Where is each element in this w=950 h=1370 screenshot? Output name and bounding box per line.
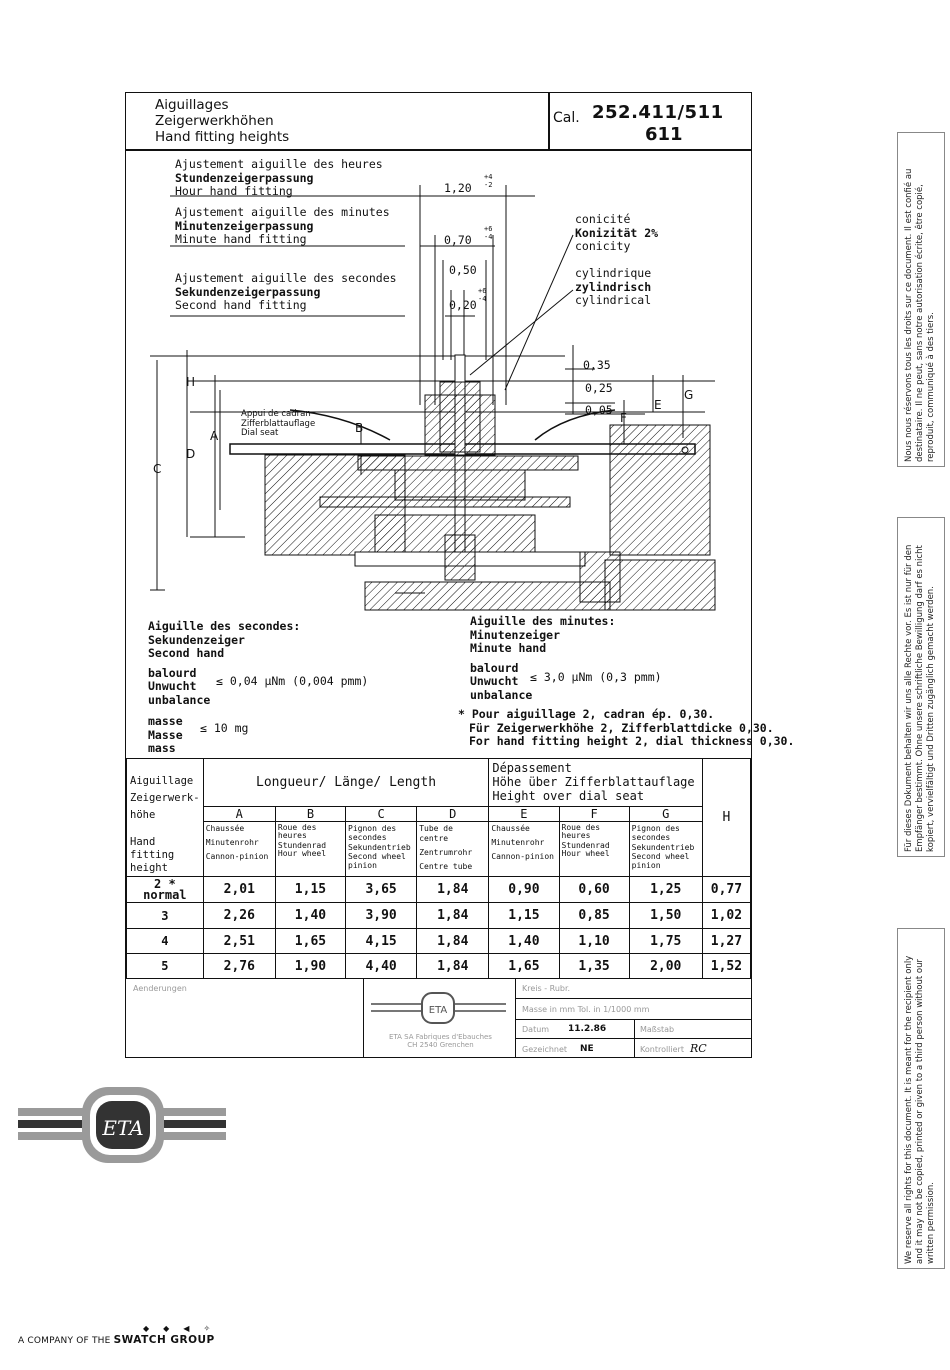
titleblock-divider	[363, 979, 364, 1057]
legal-note-de: Für dieses Dokument behalten wir uns alle Rechte vor. Es ist nur für den Empfänger bestimmt. Ohne unsere schriftliche Bewilligung darf es nicht kopiert, vervielfältigt und Dritten zugänglich gemacht werden.	[897, 517, 945, 857]
dim-second: 0,20	[449, 298, 477, 312]
table-row: 5 2,76 1,90 4,40 1,84 1,65 1,35 2,00 1,52	[127, 954, 751, 979]
drawing-title	[155, 97, 289, 145]
gezeichnet-value: NE	[580, 1044, 594, 1054]
col-d: D Tube de centre Zentrumrohr Centre tube	[417, 807, 489, 877]
col-g: G Pignon des secondes Sekundentrieb Second wheel pinion	[629, 807, 702, 877]
title-fr: Aiguillages	[155, 97, 229, 113]
col-a: A Chaussée Minutenrohr Cannon-pinion	[203, 807, 275, 877]
units-label: Masse in mm Tol. in 1/1000 mm	[522, 1005, 650, 1014]
table-corner: Aiguillage Zeigerwerk- höhe Hand fitting height	[127, 759, 204, 877]
header-separator	[548, 93, 550, 149]
dim-035: 0,35	[583, 358, 611, 372]
cylindrical-label: cylindrique zylindrisch cylindrical	[575, 266, 652, 307]
hour-fitting-label: Ajustement aiguille des heures Stundenzeigerpassung Hour hand fitting	[175, 157, 383, 198]
title-en: Hand fitting heights	[155, 129, 290, 145]
overhang-header: Dépassement Höhe über Zifferblattauflage Height over dial seat	[489, 759, 702, 807]
footer-brand: SWATCH GROUP	[113, 1334, 215, 1346]
minute-balance-value: ≤ 3,0 µNm (0,3 pmm)	[530, 670, 662, 684]
letter-g: G	[684, 388, 694, 402]
table-row: 2 * normal 2,01 1,15 3,65 1,84 0,90 0,60 1,25 0,77	[127, 877, 751, 903]
col-f: F Roue des heures Stundenrad Hour wheel	[559, 807, 629, 877]
minute-hand-spec: Aiguille des minutes: Minutenzeiger Minute hand balourd Unwucht unbalance	[470, 614, 616, 702]
dim-hour-tol: +4 -2	[484, 173, 493, 189]
letter-e: E	[654, 398, 662, 412]
dim-second-tol: +6 -4	[478, 287, 487, 303]
dim-050: 0,50	[449, 263, 477, 277]
cal-number-2: 611	[645, 124, 683, 145]
letter-f: F	[620, 411, 627, 425]
table-row: 3 2,26 1,40 3,90 1,84 1,15 0,85 1,50 1,02	[127, 903, 751, 929]
titleblock-logo	[366, 990, 511, 1020]
title-de: Zeigerwerkhöhen	[155, 113, 274, 129]
second-fitting-label: Ajustement aiguille des secondes Sekundenzeigerpassung Second hand fitting	[175, 271, 397, 312]
length-header: Longueur/ Länge/ Length	[203, 759, 489, 807]
second-hand-spec: Aiguille des secondes: Sekundenzeiger Second hand balourd Unwucht unbalance masse Masse mass	[148, 619, 301, 755]
minute-fitting-label: Ajustement aiguille des minutes Minutenzeigerpassung Minute hand fitting	[175, 205, 390, 246]
footer-company	[18, 1334, 215, 1346]
letter-a: A	[210, 429, 219, 443]
dial-seat-label: Appui de cadran Zifferblattauflage Dial seat	[241, 409, 316, 438]
massstab-label: Maßstab	[640, 1025, 675, 1034]
kreis-label: Kreis - Rubr.	[522, 984, 571, 993]
titleblock-divider-2	[515, 979, 516, 1057]
letter-c: C	[153, 462, 162, 476]
conicity-label: conicité Konizität 2% conicity	[575, 212, 659, 253]
mass-value: ≤ 10 mg	[200, 721, 249, 735]
dim-005: 0,05	[585, 403, 613, 417]
letter-h: H	[186, 375, 196, 389]
cal-label: Cal.	[553, 110, 580, 126]
col-c: C Pignon des secondes Sekundentrieb Second wheel pinion	[346, 807, 417, 877]
dim-minute: 0,70	[444, 233, 472, 247]
col-b: B Roue des heures Stundenrad Hour wheel	[275, 807, 345, 877]
second-balance-value: ≤ 0,04 µNm (0,004 pmm)	[216, 674, 369, 688]
datum-label: Datum	[522, 1025, 550, 1034]
kontrolliert-label: Kontrolliert	[640, 1045, 684, 1054]
footer-prefix: A COMPANY OF THE	[18, 1336, 111, 1346]
letter-d: D	[186, 447, 196, 461]
dim-minute-tol: +6 -4	[484, 225, 493, 241]
changes-label: Aenderungen	[133, 984, 187, 993]
svg-text:ETA: ETA	[428, 1005, 448, 1016]
gezeichnet-label: Gezeichnet	[522, 1045, 568, 1054]
col-h: H	[702, 759, 750, 877]
cross-section-drawing	[125, 150, 752, 615]
dim-hour: 1,20	[444, 181, 472, 195]
kontrolliert-signature: RC	[690, 1042, 707, 1055]
logo-text: ETA	[102, 1116, 144, 1140]
col-e: E Chaussée Minutenrohr Cannon-pinion	[489, 807, 559, 877]
company-address: ETA SA Fabriques d'Ebauches CH 2540 Grenchen	[389, 1033, 492, 1049]
footnote: * Pour aiguillage 2, cadran ép. 0,30. Für Zeigerwerkhöhe 2, Zifferblattdicke 0,30. For hand fitting height 2, dial thickness 0,30.	[458, 707, 795, 748]
letter-b: B	[355, 421, 364, 435]
swatch-dots-icon: ◆◆◀✧	[143, 1324, 225, 1333]
dim-025: 0,25	[585, 381, 613, 395]
legal-note-fr: Nous nous réservons tous les droits sur ce document. Il est confié au destinataire. Il ne peut, sans notre autorisation écrite, être copié, reproduit, communiqué à des tiers.	[897, 132, 945, 467]
datum-value: 11.2.86	[568, 1024, 607, 1034]
hand-fitting-table	[126, 758, 751, 979]
table-row: 4 2,51 1,65 4,15 1,84 1,40 1,10 1,75 1,27	[127, 929, 751, 954]
legal-note-en: We reserve all rights for this document. It is meant for the recipient only and it may not be copied, printed or given to a third person without our written permission.	[897, 928, 945, 1269]
cal-number: 252.411/511	[592, 102, 724, 123]
eta-logo	[18, 1085, 228, 1169]
